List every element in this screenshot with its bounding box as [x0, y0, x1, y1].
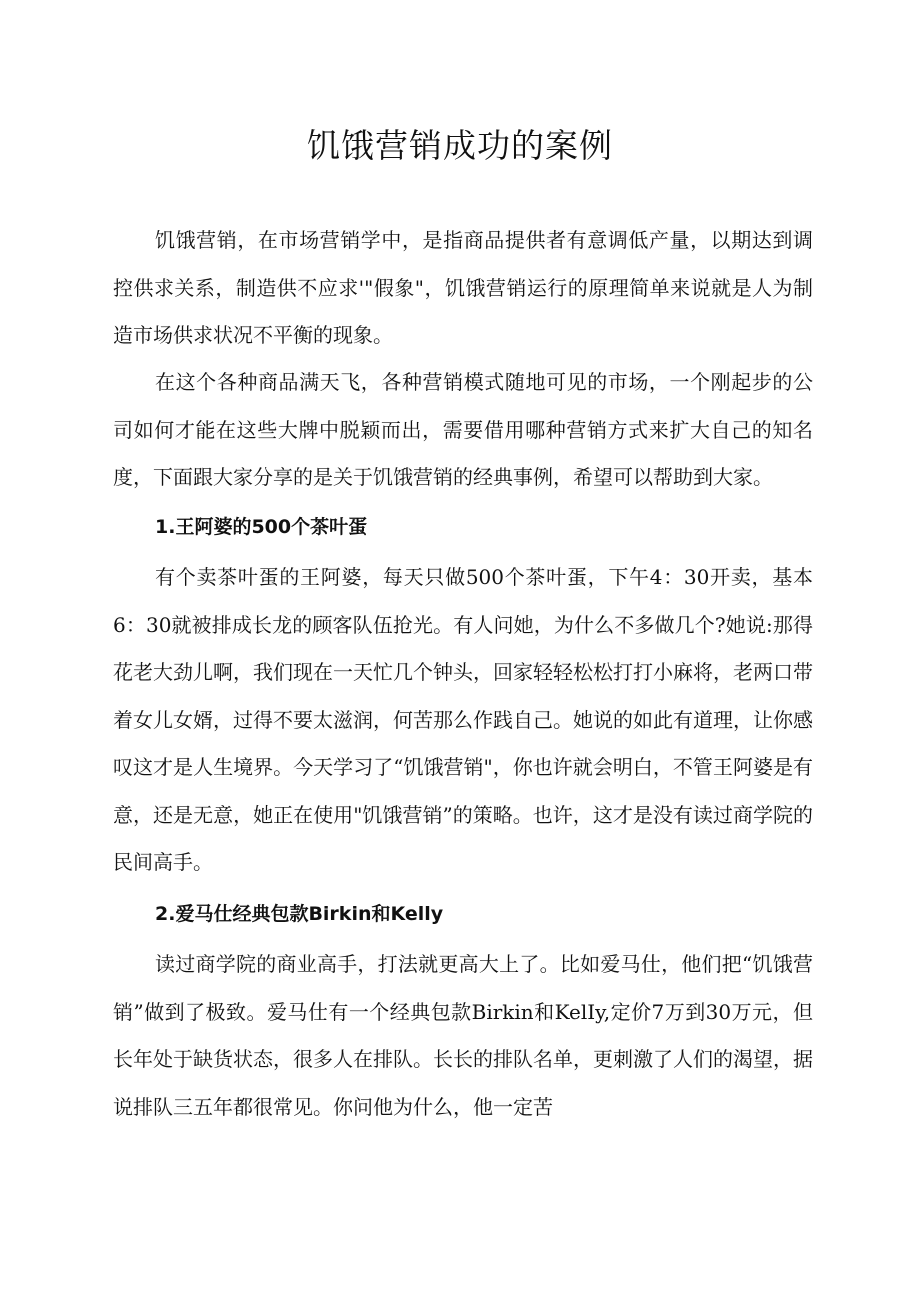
case-1-paragraph: 有个卖茶叶蛋的王阿婆，每天只做500个茶叶蛋，下午4：30开卖，基本6：30就被排成长龙的顾客队伍抢光。有人问她，为什么不多做几个?她说:那得花老大劲儿啊，我们现在一天忙几个钟头，回家轻轻松松打打小麻将，老两口带着女儿女婿，过得不要太滋润，何苦那么作践自己。她说的如此有道理，让你感叹这才是人生境界。今天学习了“饥饿营销"，你也许就会明白，不管王阿婆是有意，还是无意，她正在使用"饥饿营销”的策略。也许，这才是没有读过商学院的民间高手。 — [113, 565, 813, 874]
intro-paragraph-2: 在这个各种商品满天飞，各种营销模式随地可见的市场，一个刚起步的公司如何才能在这些大牌中脱颖而出，需要借用哪种营销方式来扩大自己的知名度，下面跟大家分享的是关于饥饿营销的经典事例，希望可以帮助到大家。 — [113, 370, 813, 489]
section-heading-case-1: 1.王阿婆的500个茶叶蛋 — [155, 516, 368, 538]
document-title: 饥饿营销成功的案例 — [307, 126, 613, 165]
case-2-paragraph: 读过商学院的商业高手，打法就更高大上了。比如爱马仕，他们把“饥饿营销”做到了极致。爱马仕有一个经典包款Birkin和KelIy,定价7万到30万元，但长年处于缺货状态，很多人在排队。长长的排队名单，更刺激了人们的渴望，据说排队三五年都很常见。你问他为什么，他一定苦 — [113, 952, 813, 1119]
intro-paragraph-1: 饥饿营销，在市场营销学中，是指商品提供者有意调低产量，以期达到调控供求关系，制造供不应求'"假象"，饥饿营销运行的原理简单来说就是人为制造市场供求状况不平衡的现象。 — [113, 228, 813, 347]
section-heading-case-2: 2.爱马仕经典包款Birkin和Kelly — [155, 903, 444, 925]
